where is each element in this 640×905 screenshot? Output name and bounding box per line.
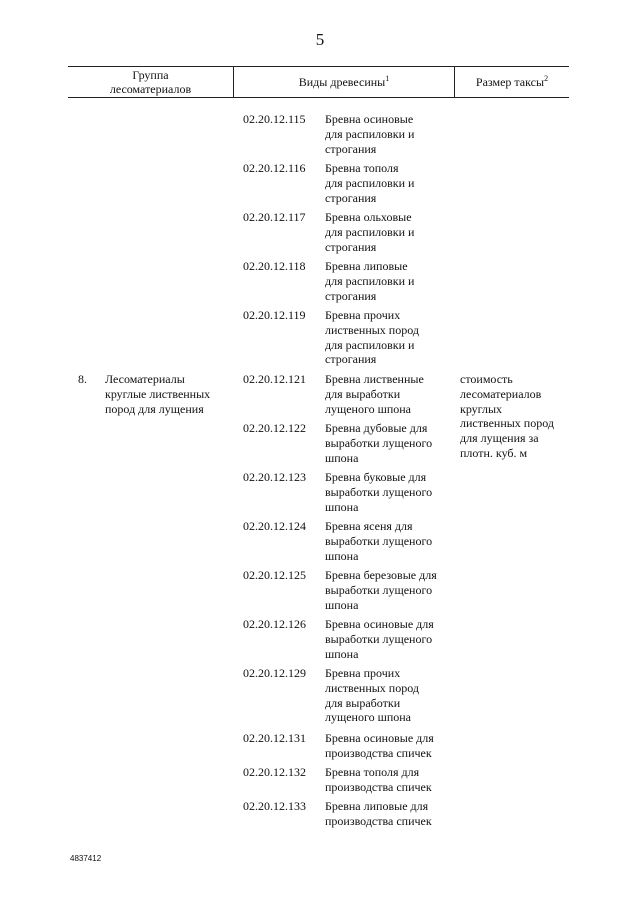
- code-cell: 02.20.12.126: [243, 617, 306, 631]
- code-cell: 02.20.12.117: [243, 210, 306, 224]
- wood-type-name: Бревна липовые для распиловки и строгания: [325, 259, 415, 303]
- code-cell: 02.20.12.131: [243, 731, 306, 745]
- wood-type-name: Бревна тополя для производства спичек: [325, 765, 432, 794]
- code-cell: 02.20.12.119: [243, 308, 306, 322]
- wood-type-name: Бревна липовые для производства спичек: [325, 799, 432, 828]
- code-cell: 02.20.12.122: [243, 421, 306, 435]
- table-header-bottom-border: [68, 97, 569, 98]
- section-group-name: Лесоматериалы круглые лиственных пород для лущения: [105, 372, 211, 416]
- section-tax-description: стоимость лесоматериалов круглых лиственных пород для лущения за плотн. куб. м: [460, 372, 554, 460]
- code-cell: 02.20.12.124: [243, 519, 306, 533]
- code-cell: 02.20.12.123: [243, 470, 306, 484]
- table-top-border: [68, 66, 569, 67]
- header-tax-size-label: Размер таксы: [475, 75, 545, 89]
- code-cell: 02.20.12.133: [243, 799, 306, 813]
- section-number: 8.: [78, 372, 87, 386]
- wood-type-name: Бревна ясеня для выработки лущеного шпона: [325, 519, 433, 563]
- wood-type-name: Бревна осиновые для производства спичек: [325, 731, 434, 760]
- code-cell: 02.20.12.118: [243, 259, 306, 273]
- code-cell: 02.20.12.115: [243, 112, 306, 126]
- header-group-label: Группа лесоматериалов: [109, 68, 192, 96]
- wood-type-name: Бревна прочих лиственных пород для распиловки и строгания: [325, 308, 419, 367]
- wood-type-name: Бревна тополя для распиловки и строгания: [325, 161, 415, 205]
- header-tax-size-cell: [455, 75, 569, 89]
- code-cell: 02.20.12.129: [243, 666, 306, 680]
- wood-type-name: Бревна осиновые для распиловки и строгания: [325, 112, 415, 156]
- header-wood-types-cell: [234, 75, 454, 89]
- page-number: 5: [315, 30, 325, 49]
- wood-type-name: Бревна березовые для выработки лущеного шпона: [325, 568, 437, 612]
- wood-type-name: Бревна прочих лиственных пород для выработки лущеного шпона: [325, 666, 419, 725]
- footnote-ref-2: 2: [544, 74, 549, 83]
- wood-type-name: Бревна осиновые для выработки лущеного шпона: [325, 617, 434, 661]
- code-cell: 02.20.12.132: [243, 765, 306, 779]
- code-cell: 02.20.12.116: [243, 161, 306, 175]
- wood-type-name: Бревна дубовые для выработки лущеного шпона: [325, 421, 433, 465]
- footnote-ref-1: 1: [385, 74, 390, 83]
- wood-type-name: Бревна лиственные для выработки лущеного шпона: [325, 372, 424, 416]
- document-footer-code: 4837412: [70, 854, 102, 863]
- header-wood-types-label: Виды древесины: [298, 75, 386, 89]
- wood-type-name: Бревна ольховые для распиловки и строгания: [325, 210, 415, 254]
- wood-type-name: Бревна буковые для выработки лущеного шпона: [325, 470, 433, 514]
- code-cell: 02.20.12.125: [243, 568, 306, 582]
- code-cell: 02.20.12.121: [243, 372, 306, 386]
- header-group-cell: [68, 68, 233, 96]
